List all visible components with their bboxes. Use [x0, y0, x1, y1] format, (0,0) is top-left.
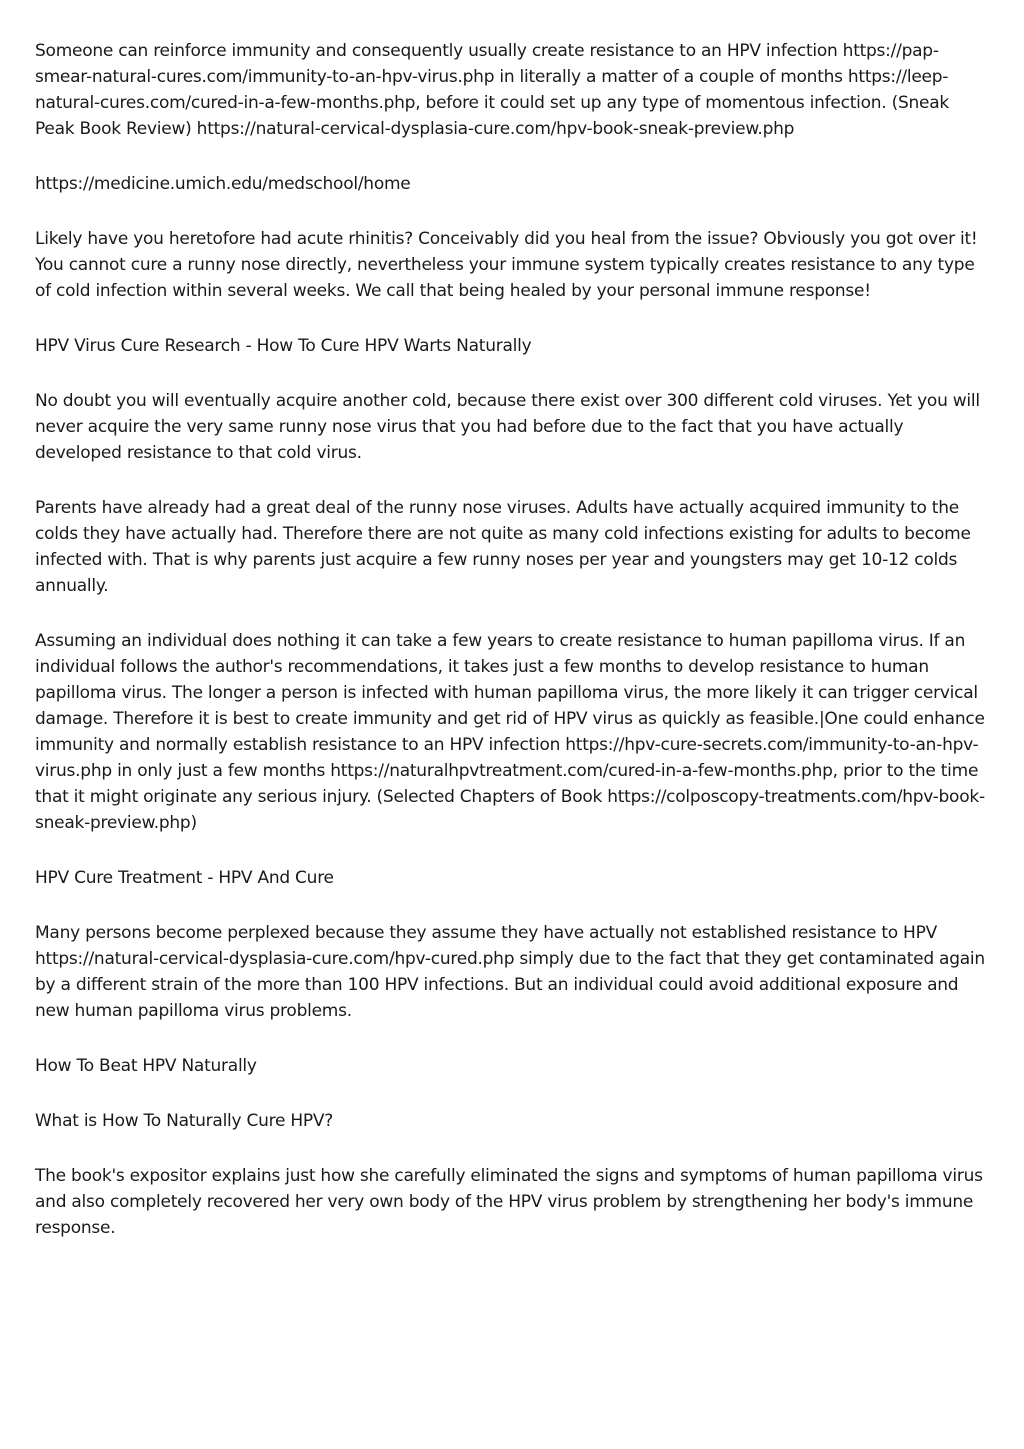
paragraph: The book's expositor explains just how she carefully eliminated the signs and symptoms of human papilloma virus and also completely recovered her very own body of the HPV virus problem by strengthening her body's immune response.	[35, 1166, 983, 1238]
paragraph: Likely have you heretofore had acute rhinitis? Conceivably did you heal from the issue? Obviously you got over it! You cannot cure a runny nose directly, nevertheless your immune system typically creates resistance to any type of cold infection within several weeks. We call that being healed by your personal immune response!	[35, 229, 978, 301]
paragraph: Someone can reinforce immunity and consequently usually create resistance to an HPV infection https://pap-smear-natural-cures.com/immunity-to-an-hpv-virus.php in literally a matter of a couple of months https://leep-natural-cures.com/cured-in-a-few-months.php, before it could set up any type of momentous infection. (Sneak Peak Book Review) https://natural-cervical-dysplasia-cure.com/hpv-book-sneak-preview.php	[35, 41, 949, 139]
paragraph: No doubt you will eventually acquire another cold, because there exist over 300 different cold viruses. Yet you will never acquire the very same runny nose virus that you had before due to the fact that you have actually developed resistance to that cold virus.	[35, 391, 980, 463]
paragraph: Parents have already had a great deal of the runny nose viruses. Adults have actually acquired immunity to the colds they have actually had. Therefore there are not quite as many cold infections existing for adults to become infected with. That is why parents just acquire a few runny noses per year and youngsters may get 10-12 colds annually.	[35, 498, 971, 596]
document-body	[35, 38, 993, 1270]
section-heading: What is How To Naturally Cure HPV?	[35, 1111, 334, 1131]
section-heading: HPV Cure Treatment - HPV And Cure	[35, 868, 334, 888]
url-line: https://medicine.umich.edu/medschool/home	[35, 174, 411, 194]
paragraph: Many persons become perplexed because they assume they have actually not established resistance to HPV https://natural-cervical-dysplasia-cure.com/hpv-cured.php simply due to the fact that they get contaminated again by a different strain of the more than 100 HPV infections. But an individual could avoid additional exposure and new human papilloma virus problems.	[35, 923, 985, 1021]
section-heading: How To Beat HPV Naturally	[35, 1056, 257, 1076]
section-heading: HPV Virus Cure Research - How To Cure HPV Warts Naturally	[35, 336, 532, 356]
paragraph: Assuming an individual does nothing it can take a few years to create resistance to human papilloma virus. If an individual follows the author's recommendations, it takes just a few months to develop resistance to human papilloma virus. The longer a person is infected with human papilloma virus, the more likely it can trigger cervical damage. Therefore it is best to create immunity and get rid of HPV virus as quickly as feasible.|One could enhance immunity and normally establish resistance to an HPV infection https://hpv-cure-secrets.com/immunity-to-an-hpv-virus.php in only just a few months https://naturalhpvtreatment.com/cured-in-a-few-months.php, prior to the time that it might originate any serious injury. (Selected Chapters of Book https://colposcopy-treatments.com/hpv-book-sneak-preview.php)	[35, 631, 985, 833]
